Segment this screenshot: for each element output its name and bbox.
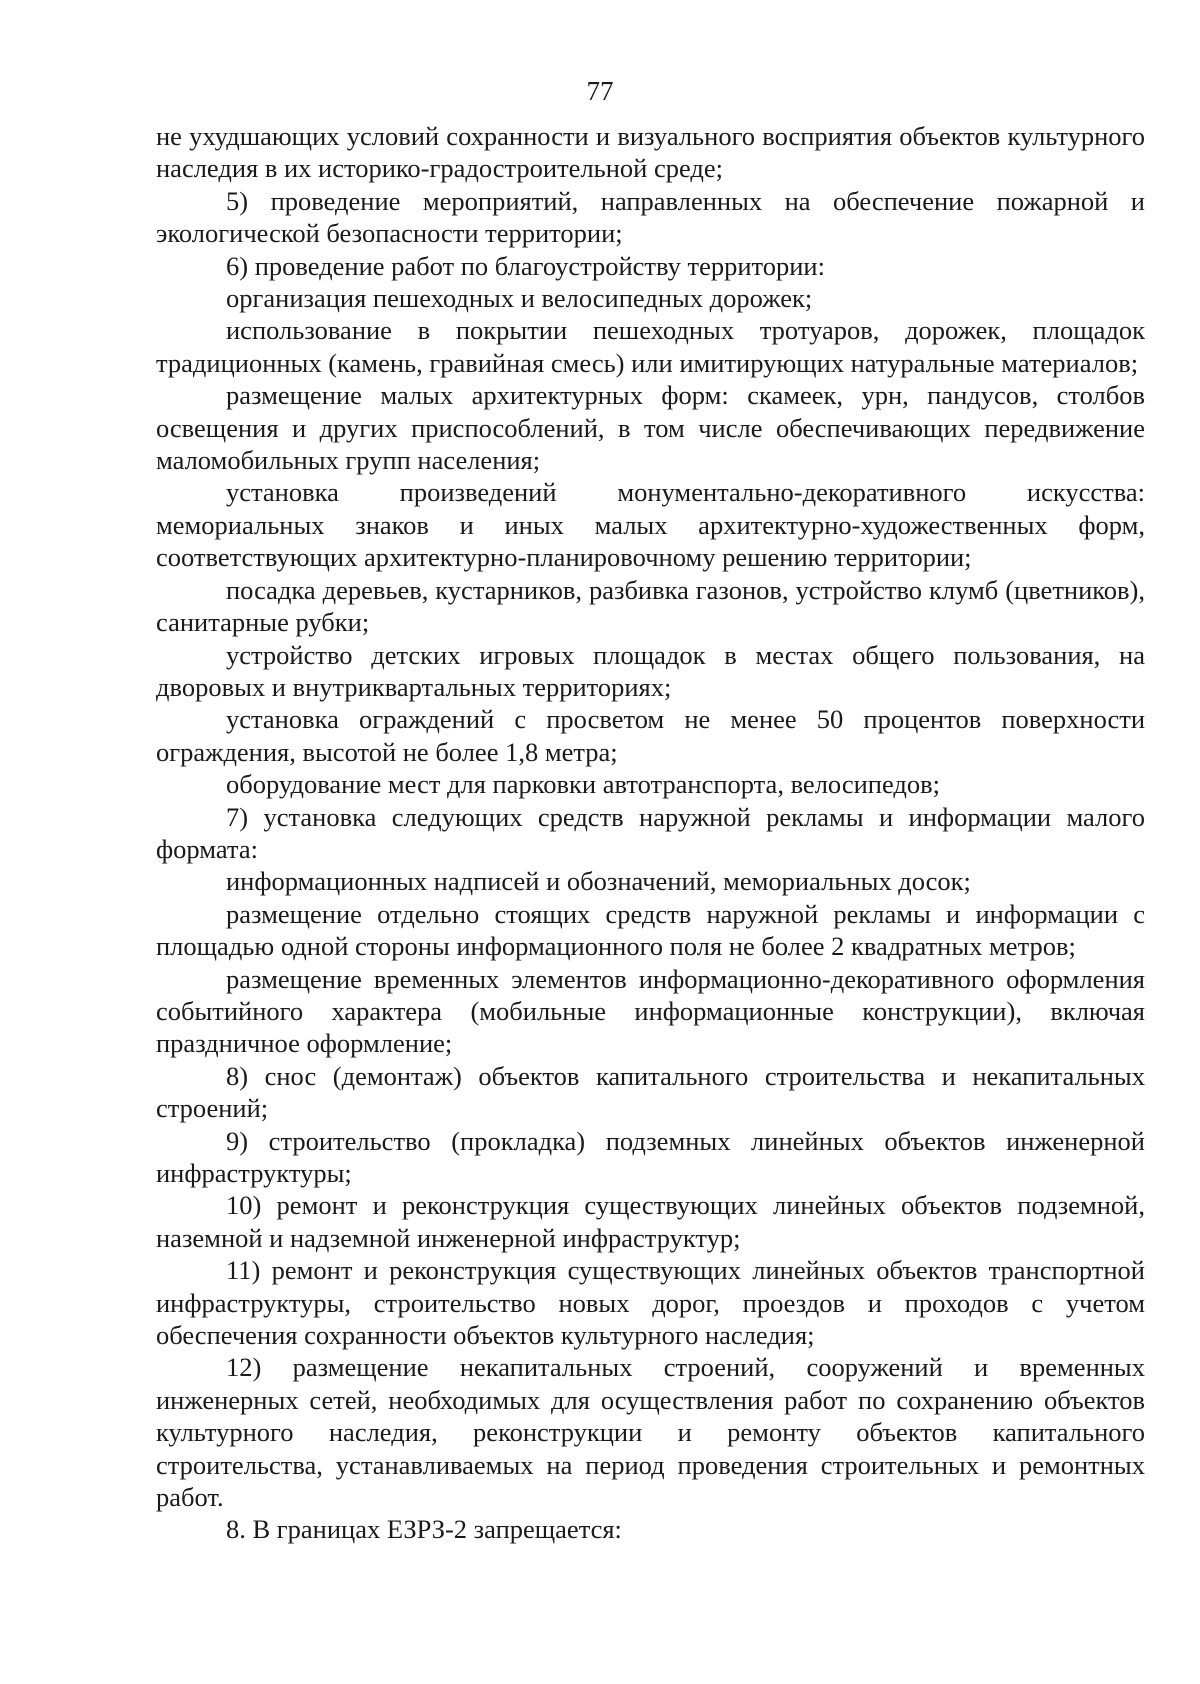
paragraph: 7) установка следующих средств наружной рекламы и информации малого формата: — [156, 801, 1145, 864]
paragraph: установка произведений монументально-декоративного искусства: мемориальных знаков и иных малых архитектурно-художественных форм, соответствующих архитектурно-планировочному решению территории; — [156, 477, 1145, 573]
paragraph: 8) снос (демонтаж) объектов капитального строительства и некапитальных строений; — [156, 1060, 1145, 1124]
paragraph: оборудование мест для парковки автотранспорта, велосипедов; — [226, 769, 940, 800]
paragraph: размещение малых архитектурных форм: скамеек, урн, пандусов, столбов освещения и других приспособлений, в том числе обеспечивающих передвижение маломобильных групп населения; — [156, 380, 1145, 476]
paragraph: 5) проведение мероприятий, направленных на обеспечение пожарной и экологической безопасности территории; — [156, 185, 1145, 249]
page-number: 77 — [586, 76, 614, 106]
paragraph: использование в покрытии пешеходных тротуаров, дорожек, площадок традиционных (камень, гравийная смесь) или имитирующих натуральные материалов; — [156, 315, 1145, 378]
paragraph: 9) строительство (прокладка) подземных линейных объектов инженерной инфраструктуры; — [156, 1125, 1145, 1188]
paragraph: информационных надписей и обозначений, мемориальных досок; — [226, 866, 971, 897]
document-body — [156, 120, 1145, 1546]
paragraph: 10) ремонт и реконструкция существующих линейных объектов подземной, наземной и надземной инженерной инфраструктур; — [156, 1190, 1145, 1253]
paragraph: 11) ремонт и реконструкция существующих линейных объектов транспортной инфраструктуры, строительство новых дорог, проездов и проходов с учетом обеспечения сохранности объектов культурного наследия; — [156, 1255, 1145, 1351]
paragraph: устройство детских игровых площадок в местах общего пользования, на дворовых и внутриквартальных территориях; — [156, 639, 1145, 702]
paragraph: размещение отдельно стоящих средств наружной рекламы и информации с площадью одной стороны информационного поля не более 2 квадратных метров; — [156, 898, 1145, 962]
paragraph: установка ограждений с просветом не менее 50 процентов поверхности ограждения, высотой не более 1,8 метра; — [156, 704, 1145, 767]
paragraph: 12) размещение некапитальных строений, сооружений и временных инженерных сетей, необходимых для осуществления работ по сохранению объектов культурного наследия, реконструкции и ремонту объектов капитального строительства, устанавливаемых на период проведения строительных и ремонтных работ. — [156, 1352, 1145, 1513]
paragraph: организация пешеходных и велосипедных дорожек; — [226, 283, 813, 314]
paragraph: 8. В границах ЕЗРЗ-2 запрещается: — [226, 1514, 622, 1545]
paragraph: размещение временных элементов информационно-декоративного оформления событийного характера (мобильные информационные конструкции), включая праздничное оформление; — [156, 963, 1145, 1059]
paragraph: не ухудшающих условий сохранности и визуального восприятия объектов культурного наследия в их историко-градостроительной среде; — [156, 121, 1145, 184]
paragraph: 6) проведение работ по благоустройству территории: — [226, 250, 825, 281]
paragraph: посадка деревьев, кустарников, разбивка газонов, устройство клумб (цветников), санитарные рубки; — [156, 574, 1145, 638]
